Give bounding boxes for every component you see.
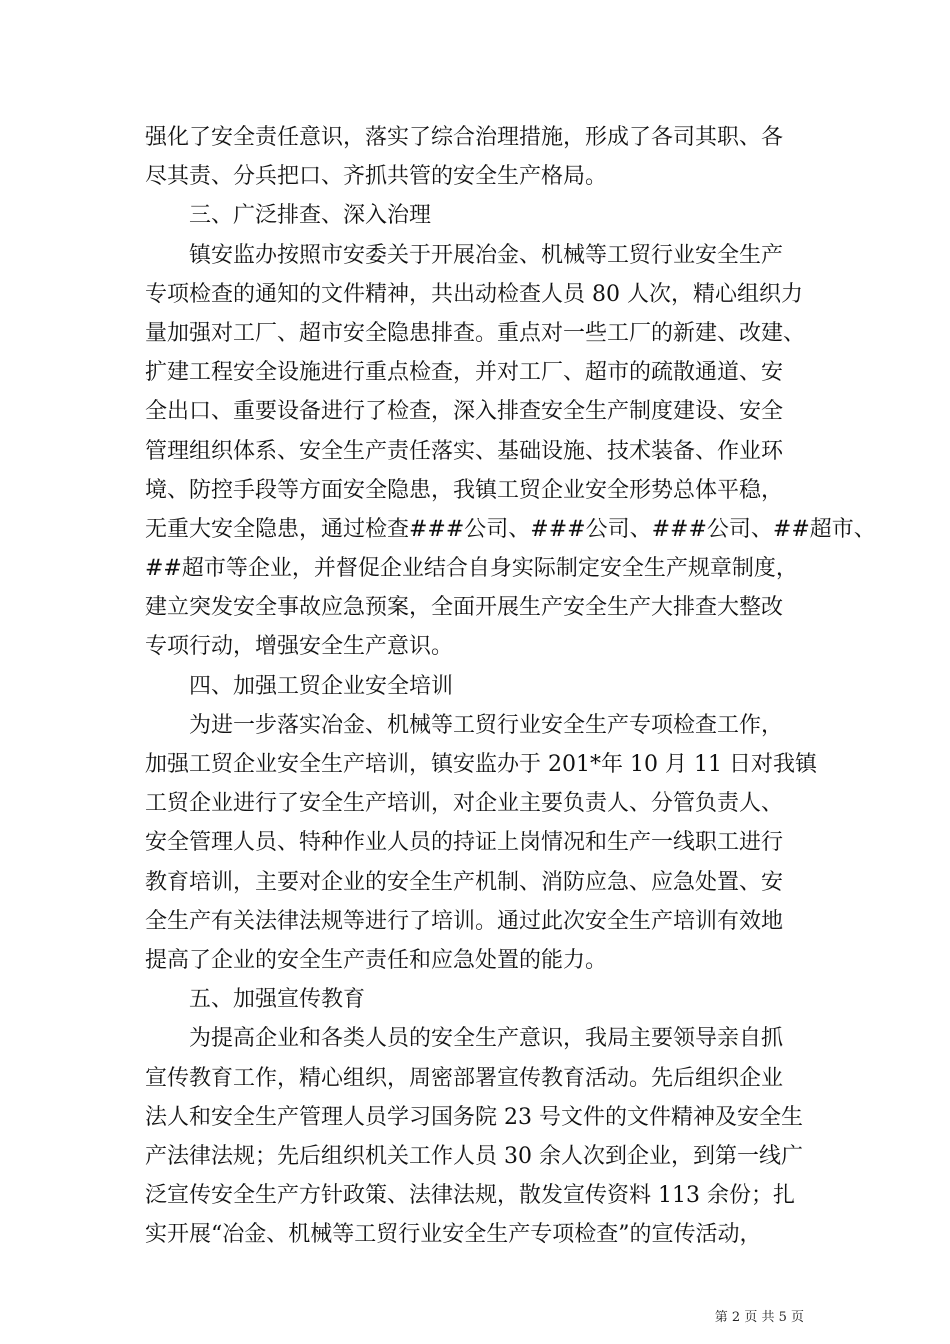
paragraph-line: 工贸企业进行了安全生产培训，对企业主要负责人、分管负责人、 xyxy=(145,791,784,817)
paragraph-line: 宣传教育工作，精心组织，周密部署宣传教育活动。先后组织企业 xyxy=(145,1065,784,1091)
paragraph-line: 强化了安全责任意识，落实了综合治理措施，形成了各司其职、各 xyxy=(145,125,784,150)
paragraph-line: 全出口、重要设备进行了检查，深入排查安全生产制度建设、安全 xyxy=(145,399,784,425)
paragraph-line: 泛宣传安全生产方针政策、法律法规，散发宣传资料 113 余份；扎 xyxy=(145,1183,795,1209)
paragraph-line: 教育培训，主要对企业的安全生产机制、消防应急、应急处置、安 xyxy=(145,869,784,895)
document-body xyxy=(145,118,876,1254)
paragraph-line: 境、防控手段等方面安全隐患，我镇工贸企业安全形势总体平稳， xyxy=(145,477,784,503)
paragraph-line: 加强工贸企业安全生产培训，镇安监办于 201*年 10 月 11 日对我镇 xyxy=(145,752,817,777)
paragraph-line-indented: 四、加强工贸企业安全培训 xyxy=(189,673,454,699)
paragraph-line: 法人和安全生产管理人员学习国务院 23 号文件的文件精神及安全生 xyxy=(145,1104,803,1130)
paragraph-line: 提高了企业的安全生产责任和应急处置的能力。 xyxy=(145,947,608,973)
paragraph-line: 量加强对工厂、超市安全隐患排查。重点对一些工厂的新建、改建、 xyxy=(145,320,806,346)
paragraph-line: 建立突发安全事故应急预案，全面开展生产安全生产大排查大整改 xyxy=(145,595,784,621)
paragraph-line-indented: 为进一步落实冶金、机械等工贸行业安全生产专项检查工作， xyxy=(189,712,784,738)
paragraph-line: 全生产有关法律法规等进行了培训。通过此次安全生产培训有效地 xyxy=(145,908,784,934)
paragraph-line: ##超市等企业，并督促企业结合自身实际制定安全生产规章制度， xyxy=(145,556,798,582)
paragraph-line: 产法律法规；先后组织机关工作人员 30 余人次到企业，到第一线广 xyxy=(145,1143,803,1169)
paragraph-line: 尽其责、分兵把口、齐抓共管的安全生产格局。 xyxy=(145,164,608,190)
paragraph-line: 安全管理人员、特种作业人员的持证上岗情况和生产一线职工进行 xyxy=(145,830,784,856)
page-number-footer: 第 2 页 共 5 页 xyxy=(714,1310,804,1325)
paragraph-line-indented: 为提高企业和各类人员的安全生产意识，我局主要领导亲自抓 xyxy=(189,1026,784,1052)
paragraph-line: 实开展“冶金、机械等工贸行业安全生产专项检查”的宣传活动， xyxy=(145,1222,762,1248)
paragraph-line: 专项行动，增强安全生产意识。 xyxy=(145,634,454,660)
paragraph-line: 管理组织体系、安全生产责任落实、基础设施、技术装备、作业环 xyxy=(145,438,784,464)
paragraph-line-indented: 五、加强宣传教育 xyxy=(189,987,366,1013)
paragraph-line-indented: 镇安监办按照市安委关于开展冶金、机械等工贸行业安全生产 xyxy=(189,242,784,268)
paragraph-line: 扩建工程安全设施进行重点检查，并对工厂、超市的疏散通道、安 xyxy=(145,360,784,386)
paragraph-line-indented: 三、广泛排查、深入治理 xyxy=(189,203,432,229)
paragraph-line: 专项检查的通知的文件精神，共出动检查人员 80 人次，精心组织力 xyxy=(145,281,803,307)
paragraph-line: 无重大安全隐患，通过检查###公司、###公司、###公司、##超市、 xyxy=(145,516,876,542)
